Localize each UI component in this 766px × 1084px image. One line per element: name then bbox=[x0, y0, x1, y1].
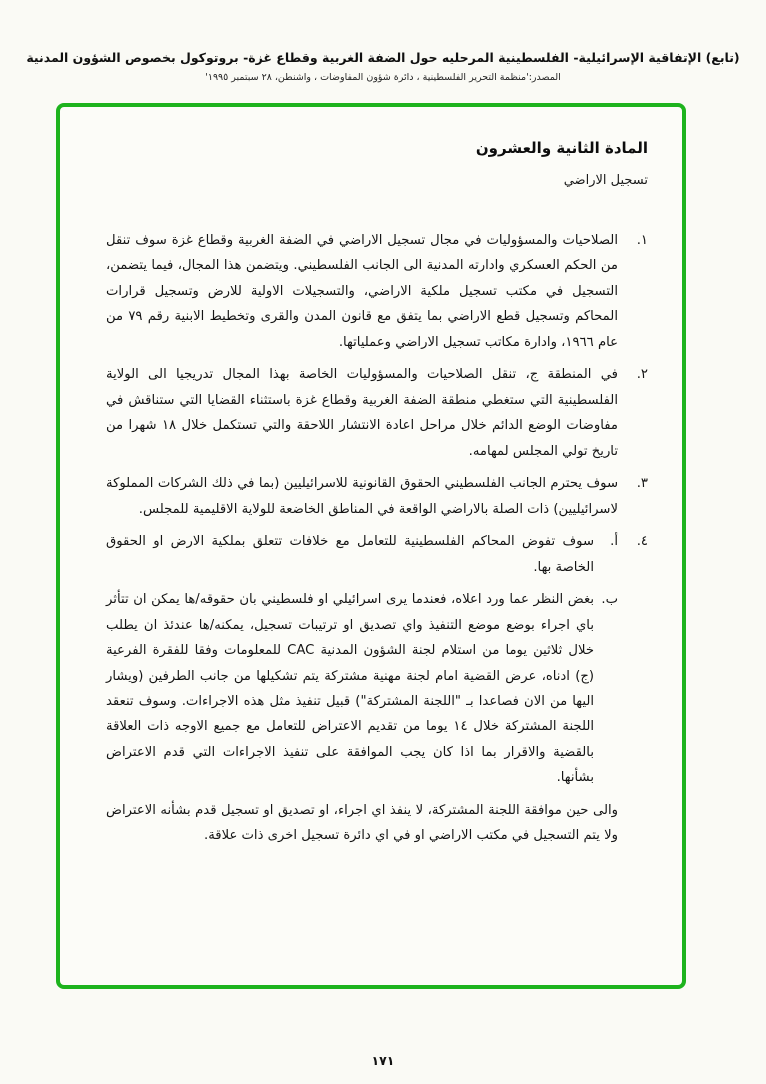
paragraph-1-text: الصلاحيات والمسؤوليات في مجال تسجيل الاراضي في الضفة الغربية وقطاع غزة سوف تنقل من الحكم العسكري وادارته المدنية الى الجانب الفلسطيني. ويتضمن هذا المجال، فيما يتضمن، التسجيل في مكتب تسجيل ملكية الاراضي، والتسجيلات الاولية للارض وتسجيل قرارات المحاكم وتسجيل قطع الاراضي بما يتفق مع قانون المدن والقرى وتخطيط الابنية رقم ٧٩ من عام ١٩٦٦، وادارة مكاتب تسجيل الاراضي وعملياتها. bbox=[106, 233, 618, 350]
paragraph-2-text: في المنطقة ج، تنقل الصلاحيات والمسؤوليات الخاصة بهذا المجال تدريجيا الى الولاية الفلسطينية التي ستغطي منطقة الضفة الغربية وقطاع غزة باستثناء القضايا التي ستناقش في مفاوضات الوضع الدائم خلال مراحل اعادة الانتشار اللاحقة والتي تستكمل خلال ١٨ شهرا من تاريخ تولي المجلس لمهامه. bbox=[106, 367, 618, 459]
article-subtitle: تسجيل الاراضي bbox=[563, 173, 648, 188]
paragraph-4a-text: سوف تفوض المحاكم الفلسطينية للتعامل مع خلافات تتعلق بملكية الارض او الحقوق الخاصة بها. bbox=[106, 534, 594, 575]
document-header bbox=[23, 0, 743, 83]
paragraph-3-number: ٣. bbox=[636, 476, 648, 492]
paragraph-3 bbox=[106, 471, 648, 522]
paragraph-4b-indent bbox=[618, 587, 648, 791]
paragraph-4a bbox=[106, 529, 648, 580]
paragraph-1 bbox=[106, 228, 648, 355]
article-title: المادة الثانية والعشرون bbox=[475, 139, 648, 157]
paragraph-1-number: ١. bbox=[636, 233, 648, 248]
closing-paragraph-text: والى حين موافقة اللجنة المشتركة، لا ينفذ اي اجراء، او تصديق او تسجيل قدم بشأنه الاعتراض ولا يتم التسجيل في مكتب الاراضي او في اي دائرة تسجيل اخرى ذات علاقة. bbox=[106, 802, 618, 844]
document-source-line: المصدر:'منظمة التحرير الفلسطينية ، دائرة شؤون المفاوضات ، واشنطن، ٢٨ سبتمبر ١٩٩٥' bbox=[205, 72, 561, 83]
closing-paragraph bbox=[106, 798, 648, 849]
paragraph-4a-subnumber: أ. bbox=[610, 534, 618, 550]
paragraph-4-number: ٤. bbox=[636, 534, 648, 550]
article-body bbox=[106, 228, 648, 849]
closing-paragraph-indent bbox=[618, 798, 648, 849]
page-number: ١٧١ bbox=[371, 1053, 395, 1068]
document-title: (تابع) الإتفاقية الإسرائيلية- الفلسطينية المرحليه حول الضفة الغربية وقطاع غزة- بروتوكول بخصوص الشؤون المدنية bbox=[26, 50, 740, 65]
paragraph-3-text: سوف يحترم الجانب الفلسطيني الحقوق القانونية للاسرائيليين (بما في ذلك الشركات المملوكة لاسرائيليين) ذات الصلة بالاراضي الواقعة في المناطق الخاضعة للولاية الاقليمية للمجلس. bbox=[106, 476, 618, 517]
paragraph-4b-subnumber: ب. bbox=[601, 592, 618, 608]
paragraph-2 bbox=[106, 362, 648, 464]
content-box bbox=[56, 103, 686, 989]
paragraph-4b bbox=[106, 587, 648, 791]
paragraph-2-number: ٢. bbox=[636, 367, 648, 383]
paragraph-4b-text: بغض النظر عما ورد اعلاه، فعندما يرى اسرائيلي او فلسطيني بان حقوقه/ها يمكن ان تتأثر باي اجراء بوضع موضع التنفيذ واي تصديق او ترتيبات تسجيل، يمكنه/ها عندئذ ان يطلب خلال ثلاثين يوما من استلام لجنة الشؤون المدنية CAC للمعلومات وفقا للفقرة الفرعية (ج) ادناه، عرض القضية امام لجنة مهنية مشتركة يتم تشكيلها من جانب الطرفين (ويشار اليها من الان فصاعدا بـ "اللجنة المشتركة") قبيل تنفيذ مثل هذه الاجراءات. وسوف تنعقد اللجنة المشتركة خلال ١٤ يوما من تقديم الاعتراض للتعامل مع جميع الاوجه ذات العلاقة بالقضية والاقرار بما اذا كان يجب الموافقة على تنفيذ الاجراءات التي قدم الاعتراض بشأنها. bbox=[106, 592, 594, 786]
